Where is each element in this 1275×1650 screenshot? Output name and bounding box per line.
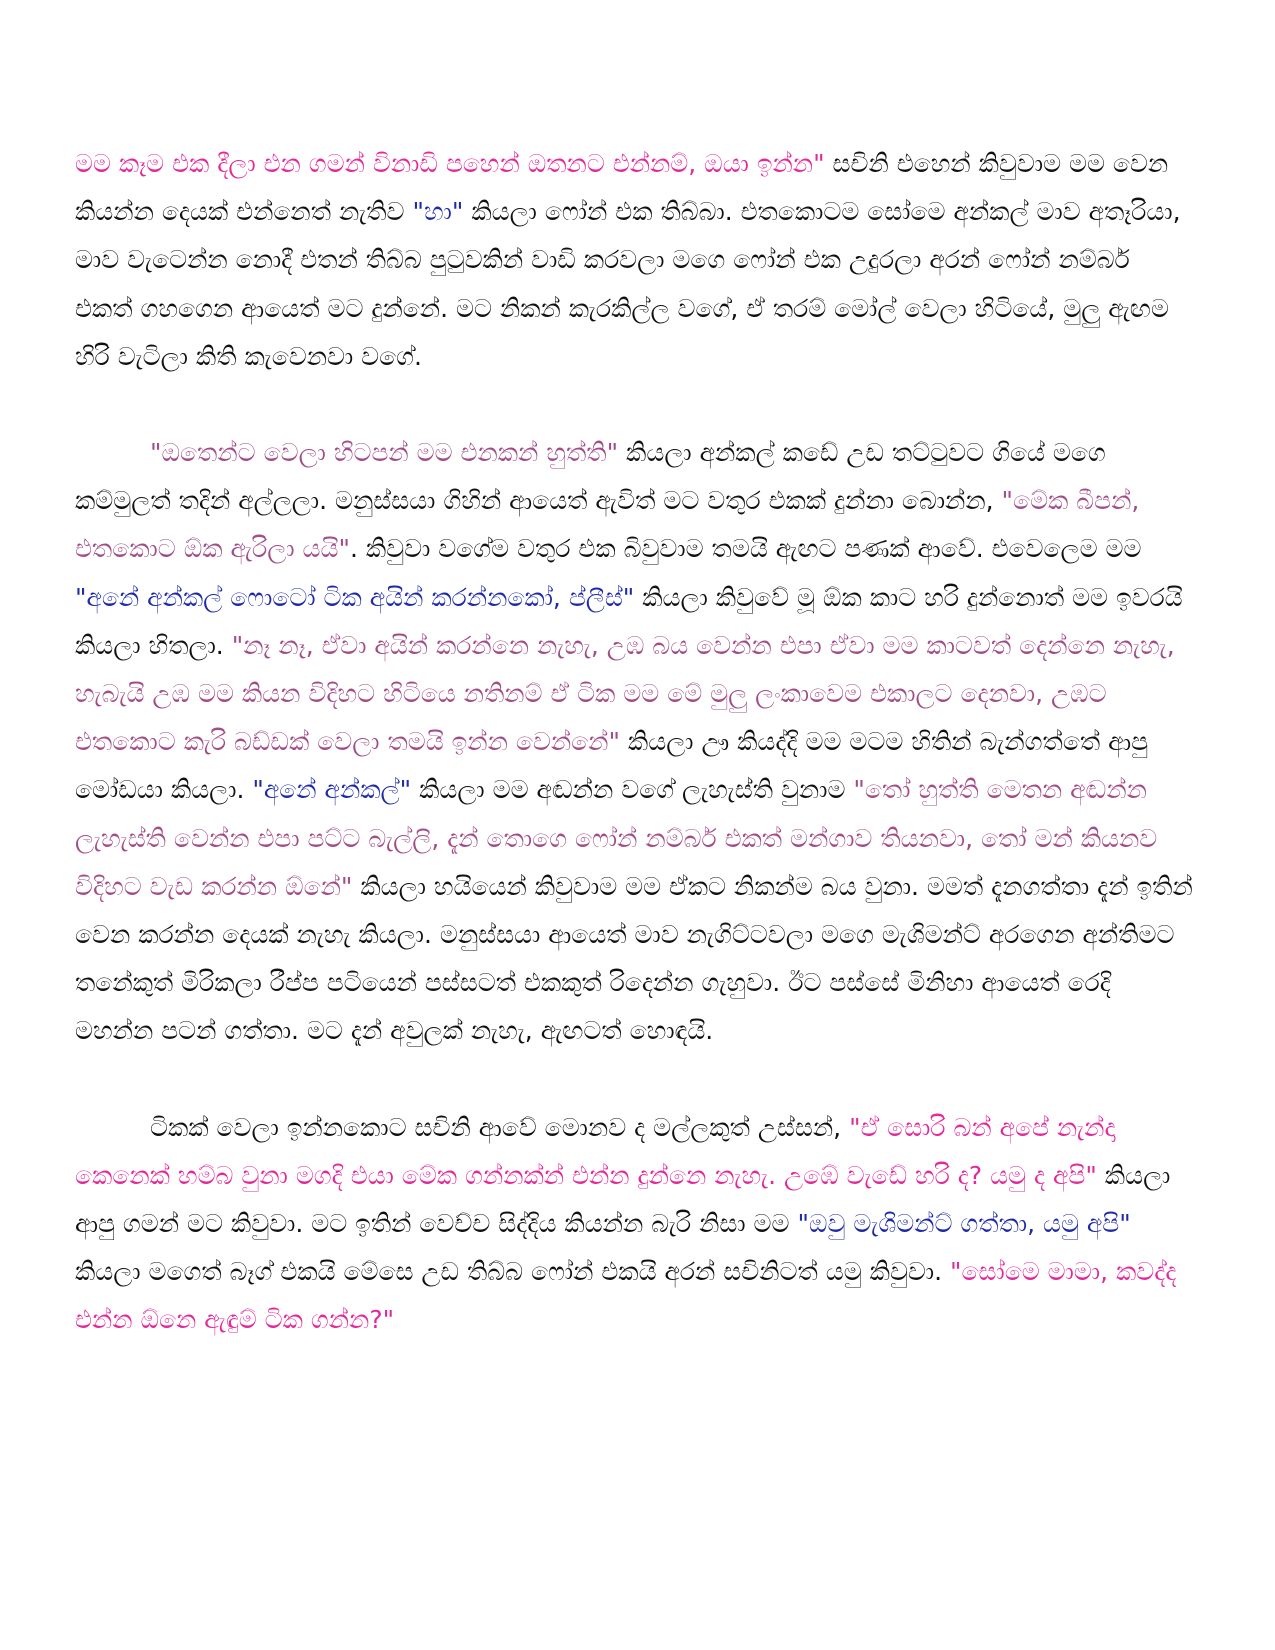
narration-text: කියලා ආපු ගමන් මට කිවුවා. මට ඉතින් වෙච්ච සිද්දිය කියන්න බැරි නිසා මම: [75, 1160, 1171, 1239]
narration-text: සචිනි එහෙන් කිවුවාම මම වෙන කියන්න දෙයක් එන්නෙත් නැතිව: [75, 149, 1169, 227]
paragraph-gap: [75, 381, 1195, 429]
paragraph-2: [75, 429, 1195, 1056]
paragraph-gap: [75, 1056, 1195, 1104]
quote-sachini: "ඒ සොරි බන් අපේ නැන්දා කෙනෙක් හම්බ වුනා මගදි එයා මේක ගන්නක්න් එන්න දුන්නෙ නැහැ. උඹේ වැඩේ හරි ද? යමු ද අපි": [75, 1112, 1116, 1190]
quote-sachini: මම කෑම එක දීලා එන ගමන් විනාඩි පහෙන් ඔතනට එන්නම්, ඔයා ඉන්න": [75, 149, 825, 178]
narration-text: කියලා ෆෝන් එක තිබ්බා. එතකොටම සෝමෙ අන්කල් මාව අතෑරියා, මාව වැටෙන්න නොදී එතන් තිබ්බ පුටුවකින් වාඩි කරවලා මගෙ ෆෝන් එක උදුරලා අරන් ෆෝන් නම්බර් එකත් ගහගෙන ආයෙත් මට දුන්නේ. මට නිකන් කැරකිල්ල වගේ, ඒ තරම් මෝල් වෙලා හිටියේ, මුලු ඇඟම හිරි වැටිලා කිති කැවෙනවා වගේ.: [75, 197, 1181, 371]
narration-text: කියලා මගෙත් බෑග් එකයි මේසෙ උඩ තිබ්බ ෆෝන් එකයි අරන් සචිනිටත් යමු කිවුවා.: [75, 1257, 951, 1287]
narration-text: කියලා කිවුවේ මූ ඕක කාට හරි දුන්නොත් මම ඉවරයි කියලා හිතලා.: [75, 582, 1183, 660]
quote-uncle: "මේක බීපන්, එතකොට ඕක ඇරිලා යයි": [75, 486, 1140, 564]
quote-uncle: "ඔතෙන්ට වෙලා හිටපන් මම එනකන් හුත්ති": [150, 438, 619, 468]
narration-text: ටිකක් වෙලා ඉන්නකොට සචිනි ආවේ මොනව ද මල්ලකුත් උස්සන්,: [150, 1112, 850, 1142]
narration-text: කියලා ඌ කියද්දි මම මටම හිතින් බැන්ගත්තේ ආපු මෝඩයා කියලා.: [75, 727, 1149, 805]
document-page: [75, 140, 1195, 1580]
quote-narrator: "අනේ අන්කල් ෆොටෝ ටික අයින් කරන්නකෝ, ප්ලීස්": [75, 582, 635, 612]
quote-narrator: "අනේ අන්කල්": [252, 775, 412, 805]
paragraph-3: [75, 1104, 1195, 1345]
narration-text: කියලා හයියෙන් කිවුවාම මම ඒකට නිකන්ම බය වුනා. මමත් දැනගත්තා දැන් ඉතින් වෙන කරන්න දෙයක් නැහැ කියලා. මනුස්සයා ආයෙත් මාව නැගිට්ටවලා මගෙ මැශිමන්ට් අරගෙන අන්තිමට තනේකුත් මිරිකලා රීප්ප පටියෙන් පස්සටත් එකකුත් රිදෙන්න ගැහුවා. ඊට පස්සේ මිනිහා ආයෙත් රෙදි මහන්න පටන් ගත්තා. මට දැන් අවුලක් නැහැ, ඇඟටත් හොඳයි.: [75, 871, 1193, 1046]
narration-text: කියලා අන්කල් කඩේ උඩ තට්ටුවට ගියේ මගෙ කම්මුලත් තදින් අල්ලලා. මනුස්සයා ගිහින් ආයෙත් ඇවිත් මට වතුර එකක් දුන්නා බොන්න,: [75, 438, 1106, 516]
quote-uncle: "නෑ නෑ, ඒවා අයින් කරන්නෙ නැහැ, උඹ බය වෙන්න එපා ඒවා මම කාටවත් දෙන්නෙ නැහැ, හැබැයි උඹ මම කියන විදිහට හිටියෙ නතිනම් ඒ ටික මම මේ මුලු ලංකාවෙම එකාලට දෙනවා, උඹට එතකොට කැරි බඩ්ඩක් වෙලා තමයි ඉන්න වෙන්නේ": [75, 630, 1175, 757]
quote-sachini: "සෝමෙ මාමා, කවද්ද එන්න ඕනෙ ඇඳුම් ටික ගන්න?": [75, 1257, 1177, 1335]
narration-text: . කිවුවා වගේම වතුර එක බිවුවාම තමයි ඇඟට පණක් ආවේ. එවෙලෙම මම: [349, 534, 1142, 564]
paragraph-1: [75, 140, 1195, 381]
narration-text: කියලා මම අඬන්න වගේ ලැහැස්ති වුනාම: [411, 775, 854, 805]
quote-uncle: "තෝ හුත්ති මෙතන අඬන්න ලැහැස්ති වෙන්න එපා පට්ට බැල්ලි, දැන් තොගෙ ෆෝන් නම්බර් එකත් මන්ගාව තියනවා, තෝ මන් කියනව විදිහට වැඩ කරන්න ඕනේ": [75, 775, 1158, 901]
quote-narrator: "ඔවු මැශිමන්ට් ගත්තා, යමු අපි": [797, 1209, 1131, 1239]
quote-narrator: "හා": [412, 197, 464, 227]
